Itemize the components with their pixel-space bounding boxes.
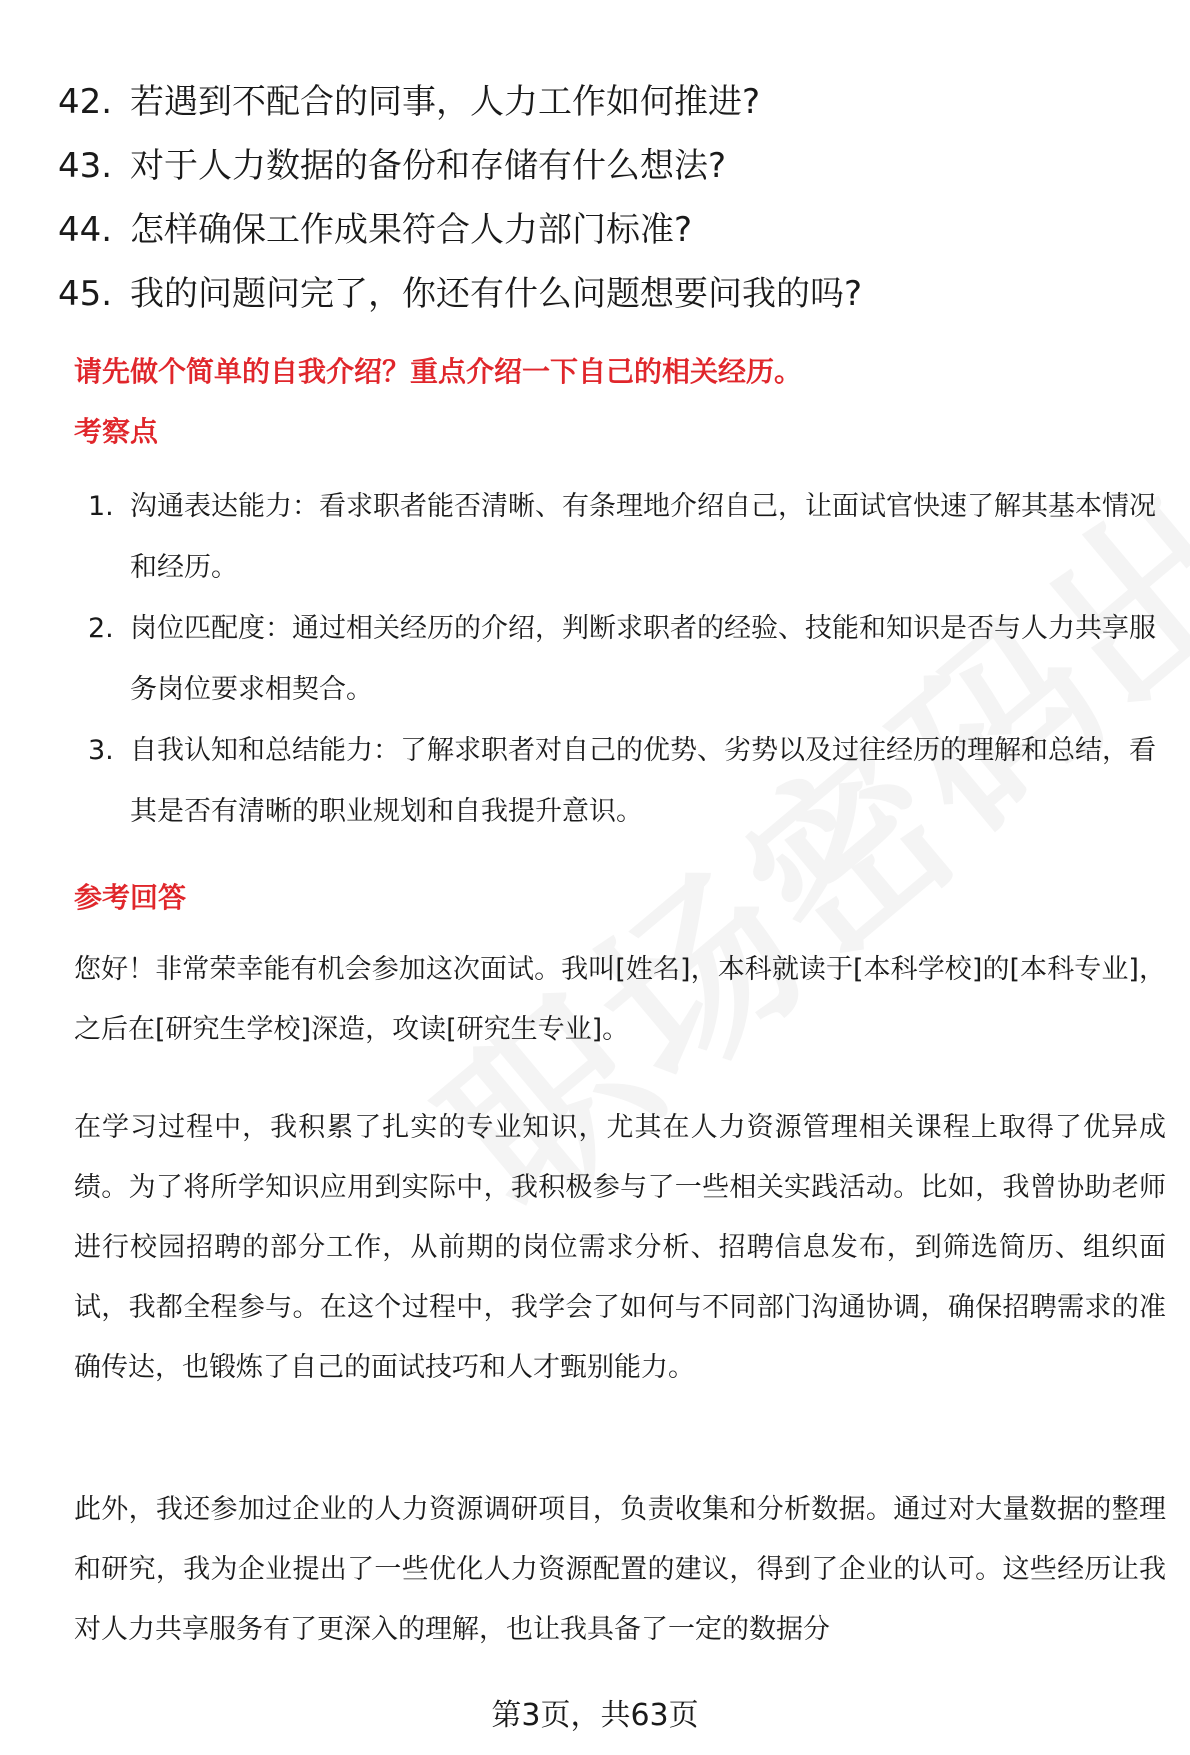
question-text: 我的问题问完了，你还有什么问题想要问我的吗? <box>130 274 863 314</box>
answer-paragraph: 在学习过程中，我积累了扎实的专业知识，尤其在人力资源管理相关课程上取得了优异成绩。为了将所学知识应用到实际中，我积极参与了一些相关实践活动。比如，我曾协助老师进行校园招聘的部分工作，从前期的岗位需求分析、招聘信息发布，到筛选简历、组织面试，我都全程参与。在这个过程中，我学会了如何与不同部门沟通协调，确保招聘需求的准确传达，也锻炼了自己的面试技巧和人才甄别能力。 <box>74 1112 1166 1383</box>
question-item <box>58 134 862 198</box>
answer-heading: 参考回答 <box>74 881 187 914</box>
question-number: 44. <box>58 210 113 250</box>
point-text: 沟通表达能力：看求职者能否清晰、有条理地介绍自己，让面试官快速了解其基本情况和经历。 <box>130 491 1156 583</box>
point-item <box>74 720 1164 842</box>
question-text: 对于人力数据的备份和存储有什么想法? <box>130 146 727 186</box>
question-number: 45. <box>58 274 113 314</box>
question-number: 43. <box>58 146 113 186</box>
point-text: 岗位匹配度：通过相关经历的介绍，判断求职者的经验、技能和知识是否与人力共享服务岗位要求相契合。 <box>130 613 1156 705</box>
point-number: 2. <box>88 613 114 644</box>
point-text: 自我认知和总结能力：了解求职者对自己的优势、劣势以及过往经历的理解和总结，看其是否有清晰的职业规划和自我提升意识。 <box>130 735 1156 827</box>
section-question-title: 请先做个简单的自我介绍？重点介绍一下自己的相关经历。 <box>74 355 803 388</box>
question-text: 怎样确保工作成果符合人力部门标准? <box>130 210 693 250</box>
question-item <box>58 198 862 262</box>
question-item <box>58 70 862 134</box>
point-number: 3. <box>88 735 114 766</box>
page-footer: 第3页，共63页 <box>491 1698 699 1733</box>
point-item <box>74 598 1164 720</box>
point-item <box>74 476 1164 598</box>
points-list <box>74 476 1164 842</box>
answer-paragraph: 此外，我还参加过企业的人力资源调研项目，负责收集和分析数据。通过对大量数据的整理和研究，我为企业提出了一些优化人力资源配置的建议，得到了企业的认可。这些经历让我对人力共享服务有了更深入的理解，也让我具备了一定的数据分 <box>74 1494 1166 1645</box>
question-number: 42. <box>58 82 113 122</box>
points-heading: 考察点 <box>74 415 159 448</box>
answer-paragraph: 您好！非常荣幸能有机会参加这次面试。我叫[姓名]，本科就读于[本科学校]的[本科专业]，之后在[研究生学校]深造，攻读[研究生专业]。 <box>74 954 1166 1045</box>
question-text: 若遇到不配合的同事，人力工作如何推进? <box>130 82 761 122</box>
point-number: 1. <box>88 491 114 522</box>
question-item <box>58 262 862 326</box>
question-list <box>58 70 862 326</box>
